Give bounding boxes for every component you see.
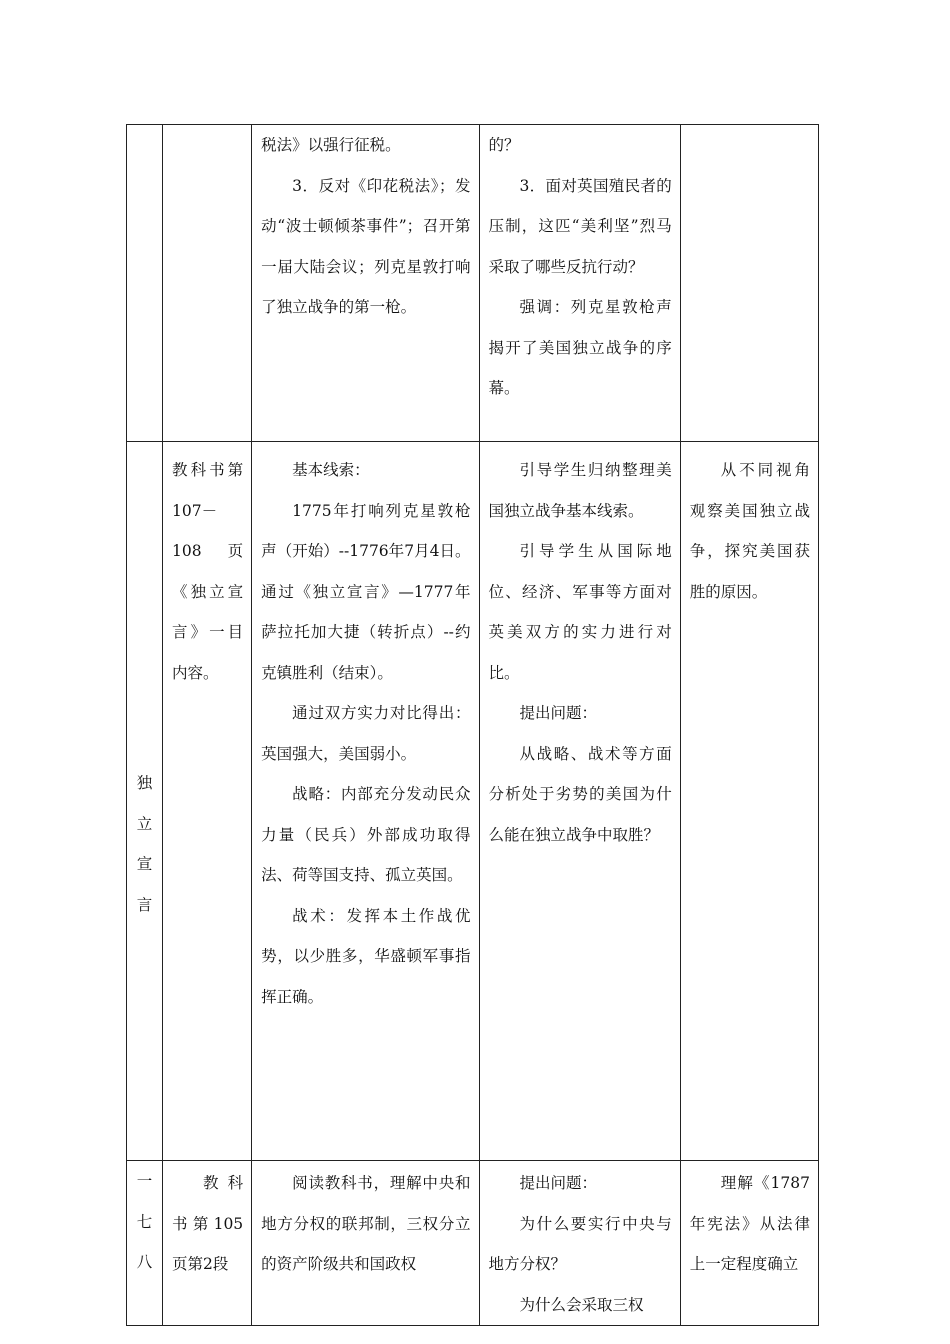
table-row [127,442,819,1161]
topic-cell [127,125,163,442]
cell-paragraph: 阅读教科书，理解中央和地方分权的联邦制，三权分立的资产阶级共和国政权 [261,1174,471,1273]
topic-char: 八 [136,1253,153,1271]
content-cell [252,442,479,1161]
cell-paragraph: 基本线索： [292,461,370,479]
teacher-activity-cell [479,1161,680,1326]
design-intent-cell [680,442,818,1161]
teacher-activity-cell [479,442,680,1161]
cell-paragraph: 从不同视角观察美国独立战争，探究美国获胜的原因。 [689,461,810,601]
topic-cell [127,1161,163,1326]
cell-paragraph: 3．反对《印花税法》；发动“波士顿倾茶事件”；召开第一届大陆会议；列克星敦打响了独立战争的第一枪。 [261,176,471,316]
cell-paragraph: 为什么要实行中央与地方分权？ [488,1214,672,1273]
cell-paragraph: 为什么会采取三权 [519,1295,644,1314]
cell-paragraph: 通过双方实力对比得出：英国强大，美国弱小。 [261,704,471,763]
textbook-cell [163,125,252,442]
table-row [127,1161,819,1326]
design-intent-cell [680,125,818,442]
cell-paragraph: 教科书第105页第2段 [172,1174,244,1273]
cell-paragraph: 引导学生从国际地位、经济、军事等方面对英美双方的实力进行对比。 [488,542,672,682]
lesson-plan-table [126,124,819,1326]
textbook-cell [163,1161,252,1326]
topic-char: 言 [136,895,153,914]
content-cell [252,125,479,442]
topic-char: 独 [136,774,153,792]
cell-paragraph: 税法》以强行征税。 [261,136,401,154]
topic-char: 立 [136,814,153,833]
cell-paragraph: 提出问题： [519,1174,598,1192]
topic-char: 七 [136,1212,153,1231]
topic-char: 宣 [136,855,153,873]
design-intent-cell [680,1161,818,1326]
teacher-activity-cell [479,125,680,442]
topic-char: 一 [136,1172,153,1190]
cell-paragraph: 理解《1787年宪法》从法律上一定程度确立 [689,1174,810,1273]
topic-cell [127,442,163,1161]
cell-paragraph: 引导学生归纳整理美国独立战争基本线索。 [488,461,672,520]
textbook-cell [163,442,252,1161]
cell-paragraph: 战术：发挥本土作战优势，以少胜多，华盛顿军事指挥正确。 [261,906,471,1006]
cell-paragraph: 从战略、战术等方面分析处于劣势的美国为什么能在独立战争中取胜？ [488,744,672,844]
cell-paragraph: 教科书第107－108页《独立宣言》一目内容。 [172,461,244,682]
cell-paragraph: 强调：列克星敦枪声揭开了美国独立战争的序幕。 [488,298,672,397]
cell-paragraph: 1775年打响列克星敦枪声（开始）--1776年7月4日。通过《独立宣言》—1777年萨拉托加大捷（转折点）--约克镇胜利（结束）。 [261,501,471,682]
content-cell [252,1161,479,1326]
cell-paragraph: 提出问题： [519,704,598,722]
cell-paragraph: 3．面对英国殖民者的压制，这匹“美利坚”烈马采取了哪些反抗行动？ [488,176,672,276]
cell-paragraph: 战略：内部充分发动民众力量（民兵）外部成功取得法、荷等国支持、孤立英国。 [261,785,471,884]
cell-paragraph: 的？ [488,136,520,154]
table-row [127,125,819,442]
